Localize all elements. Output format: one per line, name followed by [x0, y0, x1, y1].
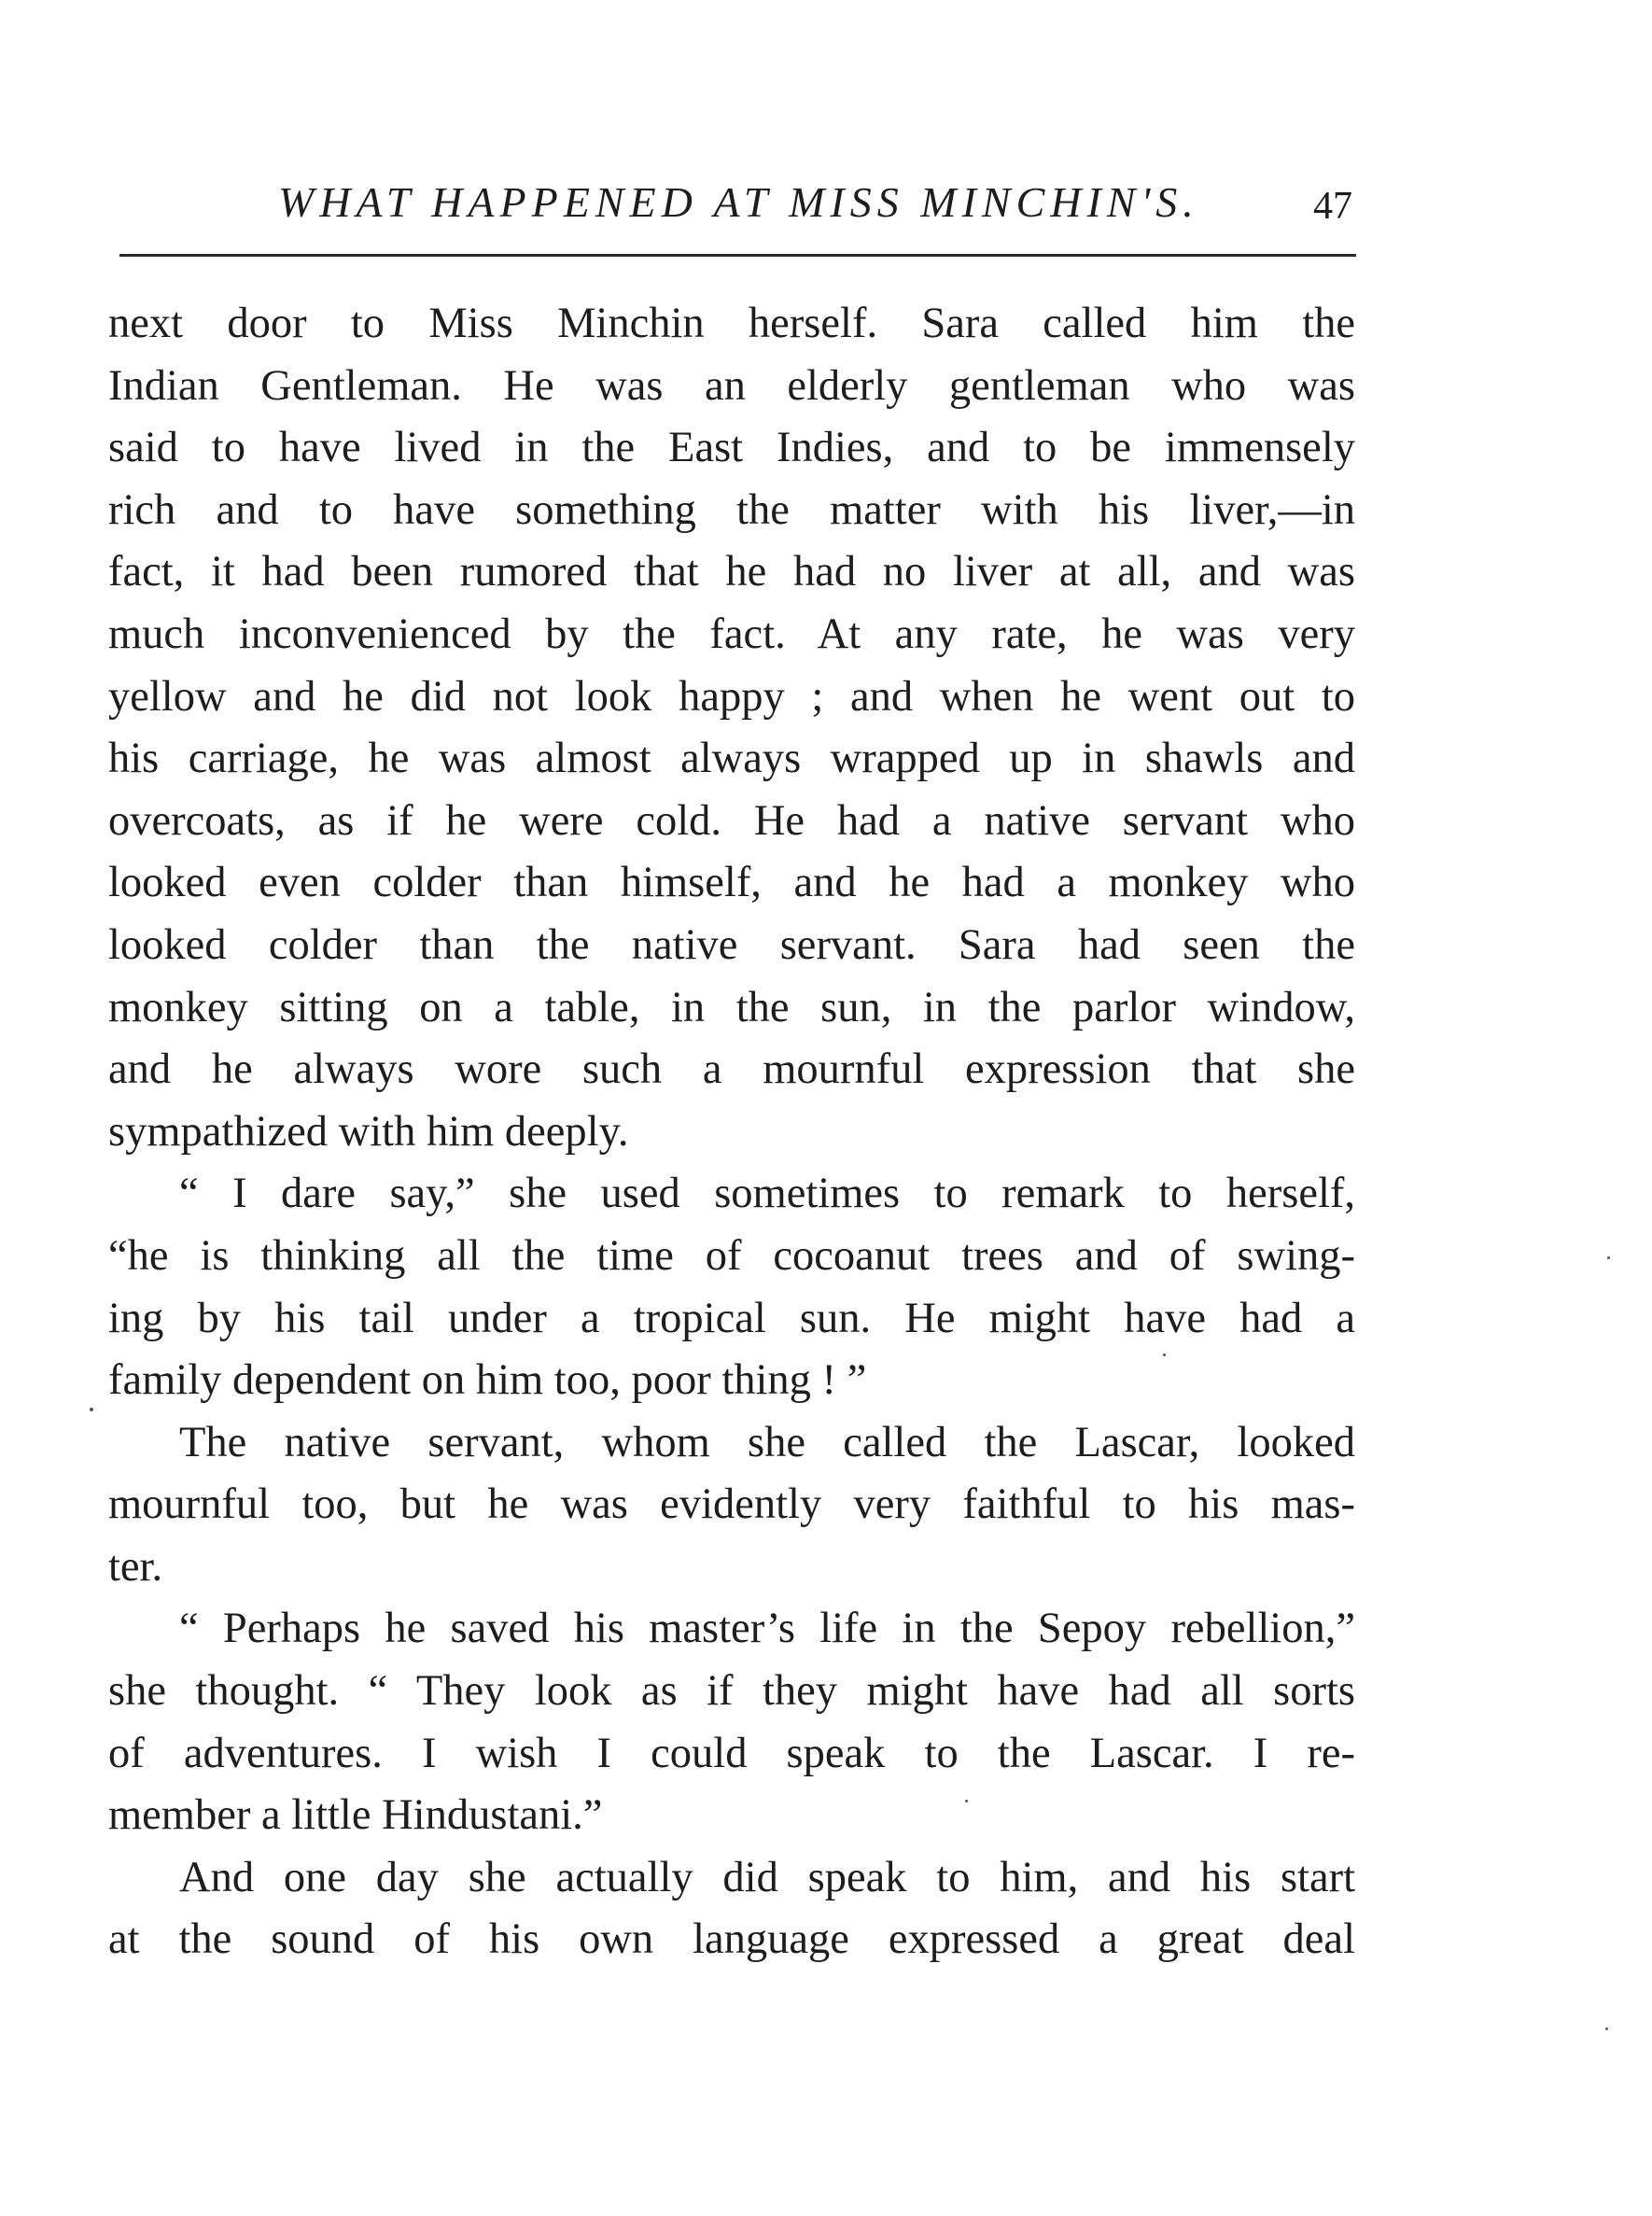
paper-speck — [965, 1800, 968, 1802]
text-line: of adventures. I wish I could speak to the Lascar. I re- — [108, 1729, 1355, 1777]
text-line: overcoats, as if he were cold. He had a native servant who — [108, 796, 1355, 845]
text-line: she thought. “ They look as if they might have had all sorts — [108, 1667, 1355, 1716]
text-line: rich and to have something the matter with his liver,—in — [108, 485, 1355, 534]
text-line: and he always wore such a mournful expression that she — [108, 1045, 1355, 1094]
text-line: ing by his tail under a tropical sun. He might have had a — [108, 1294, 1355, 1342]
text-line: much inconvenienced by the fact. At any rate, he was very — [108, 610, 1355, 658]
text-line: And one day she actually did speak to him, and his start — [179, 1853, 1355, 1901]
text-line: yellow and he did not look happy ; and when he went out to — [108, 672, 1355, 721]
running-head — [110, 170, 1356, 235]
paper-speck — [1605, 2027, 1608, 2030]
body-text — [108, 293, 1355, 1971]
header-rule — [119, 254, 1356, 257]
text-line: looked even colder than himself, and he had a monkey who — [108, 859, 1355, 907]
paper-speck — [90, 1408, 93, 1411]
text-line: monkey sitting on a table, in the sun, in the parlor window, — [108, 983, 1355, 1031]
text-line: his carriage, he was almost always wrapped up in shawls and — [108, 735, 1355, 783]
paper-speck — [1163, 1353, 1166, 1356]
text-line: next door to Miss Minchin herself. Sara called him the — [108, 300, 1355, 347]
text-line: at the sound of his own language expressed a great deal — [108, 1915, 1355, 1964]
text-line: fact, it had been rumored that he had no liver at all, and was — [108, 548, 1355, 596]
text-line: said to have lived in the East Indies, and to be immensely — [108, 424, 1355, 472]
text-line: “ Perhaps he saved his master’s life in the Sepoy rebellion,” — [179, 1605, 1355, 1653]
text-line: “he is thinking all the time of cocoanut trees and of swing- — [108, 1231, 1355, 1280]
text-line: ter. — [108, 1542, 163, 1591]
text-line: sympathized with him deeply. — [108, 1107, 629, 1156]
text-line: family dependent on him too, poor thing ! ” — [108, 1356, 867, 1405]
text-line: Indian Gentleman. He was an elderly gentleman who was — [108, 361, 1355, 410]
text-line: “ I dare say,” she used sometimes to remark to herself, — [179, 1170, 1355, 1218]
text-line: The native servant, whom she called the Lascar, looked — [179, 1418, 1355, 1466]
running-title: WHAT HAPPENED AT MISS MINCHIN'S. — [278, 178, 1199, 226]
text-line: member a little Hindustani.” — [108, 1791, 603, 1840]
page-number: 47 — [1313, 185, 1352, 228]
paper-speck — [1607, 1256, 1610, 1259]
text-line: mournful too, but he was evidently very faithful to his mas- — [108, 1480, 1355, 1529]
text-line: looked colder than the native servant. Sara had seen the — [108, 920, 1355, 969]
